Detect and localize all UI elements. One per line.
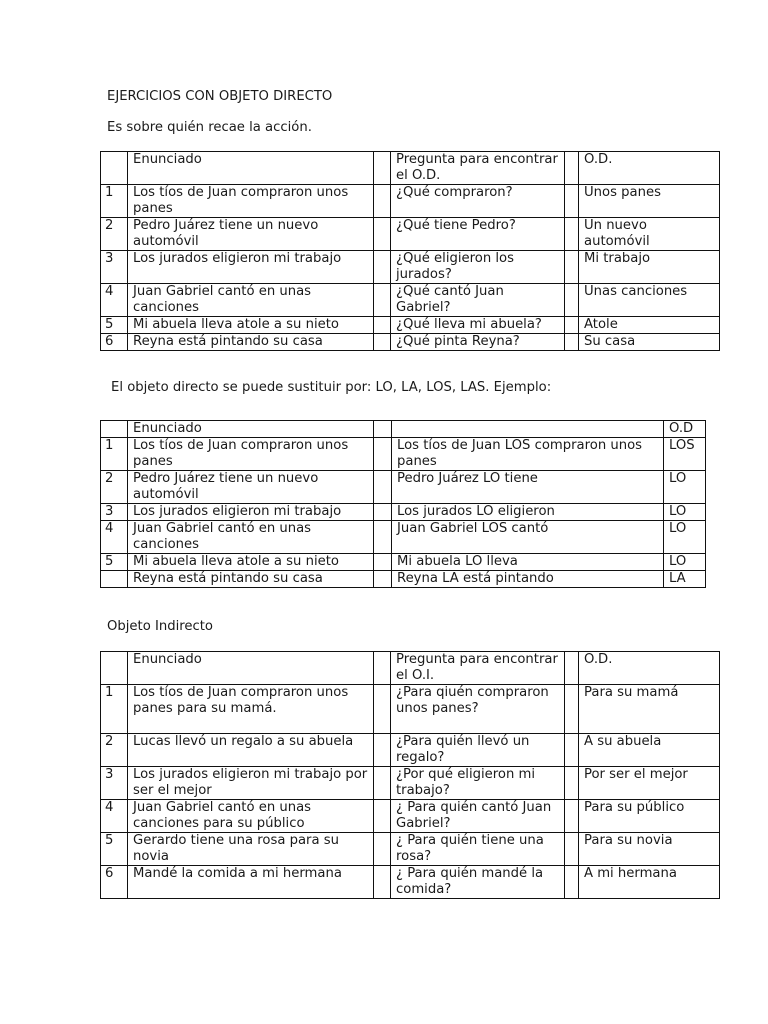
row-number: 2 [101, 471, 128, 504]
substitution-text: El objeto directo se puede sustituir por: LO, LA, LOS, LAS. Ejemplo: [111, 380, 552, 395]
header-enunciado: Enunciado [128, 152, 374, 185]
enunciado-cell: Lucas llevó un regalo a su abuela [128, 734, 374, 767]
sustitucion-cell: Los jurados LO eligieron [392, 504, 664, 521]
table-row [101, 251, 720, 284]
table-row [101, 685, 720, 734]
oi-cell: Para su mamá [579, 685, 720, 734]
row-number: 3 [101, 504, 128, 521]
spacer-cell [565, 251, 579, 284]
spacer-cell [374, 185, 391, 218]
enunciado-cell: Pedro Juárez tiene un nuevo automóvil [128, 218, 374, 251]
enunciado-cell: Los jurados eligieron mi trabajo [128, 504, 374, 521]
enunciado-cell: Los tíos de Juan compraron unos panes para su mamá. [128, 685, 374, 734]
row-number: 5 [101, 317, 128, 334]
od-cell: LO [664, 554, 706, 571]
enunciado-cell: Los tíos de Juan compraron unos panes [128, 185, 374, 218]
row-number: 1 [101, 185, 128, 218]
row-number: 3 [101, 251, 128, 284]
od-cell: Un nuevo automóvil [579, 218, 720, 251]
table-row [101, 800, 720, 833]
table-row [101, 334, 720, 351]
spacer-cell [565, 767, 579, 800]
row-number: 4 [101, 800, 128, 833]
spacer-cell [374, 317, 391, 334]
oi-cell: Para su novia [579, 833, 720, 866]
table-row [101, 438, 706, 471]
document-title: EJERCICIOS CON OBJETO DIRECTO [107, 89, 333, 104]
indirect-object-table [100, 651, 720, 899]
header-od: O.D [664, 421, 706, 438]
spacer-cell [374, 571, 392, 588]
spacer-cell [374, 471, 392, 504]
table-row [101, 218, 720, 251]
od-cell: Unos panes [579, 185, 720, 218]
row-number: 2 [101, 734, 128, 767]
pregunta-cell: ¿ Para quién mandé la comida? [391, 866, 565, 899]
table-header-row [101, 152, 720, 185]
header-oi: O.D. [579, 652, 720, 685]
enunciado-cell: Mi abuela lleva atole a su nieto [128, 554, 374, 571]
spacer-cell [374, 833, 391, 866]
pregunta-cell: ¿Qué tiene Pedro? [391, 218, 565, 251]
row-number [101, 571, 128, 588]
row-number: 6 [101, 334, 128, 351]
spacer-cell [374, 334, 391, 351]
enunciado-cell: Juan Gabriel cantó en unas canciones [128, 521, 374, 554]
row-number: 5 [101, 554, 128, 571]
pregunta-cell: ¿Qué pinta Reyna? [391, 334, 565, 351]
header-enunciado: Enunciado [128, 421, 374, 438]
header-pregunta: Pregunta para encontrar el O.D. [391, 152, 565, 185]
header-sustitucion [392, 421, 664, 438]
indirect-object-title: Objeto Indirecto [107, 619, 213, 634]
table-header-row [101, 652, 720, 685]
number-cell [101, 652, 128, 685]
pregunta-cell: ¿ Para quién cantó Juan Gabriel? [391, 800, 565, 833]
enunciado-cell: Juan Gabriel cantó en unas canciones [128, 284, 374, 317]
header-enunciado: Enunciado [128, 652, 374, 685]
od-cell: Su casa [579, 334, 720, 351]
pregunta-cell: ¿Qué eligieron los jurados? [391, 251, 565, 284]
spacer-cell [565, 284, 579, 317]
spacer-cell [374, 800, 391, 833]
row-number: 1 [101, 685, 128, 734]
od-cell: Mi trabajo [579, 251, 720, 284]
pregunta-cell: ¿Qué compraron? [391, 185, 565, 218]
number-cell [101, 152, 128, 185]
enunciado-cell: Los tíos de Juan compraron unos panes [128, 438, 374, 471]
table-row [101, 521, 706, 554]
header-od: O.D. [579, 152, 720, 185]
pregunta-cell: ¿Qué cantó Juan Gabriel? [391, 284, 565, 317]
pregunta-cell: ¿Qué lleva mi abuela? [391, 317, 565, 334]
table-row [101, 571, 706, 588]
enunciado-cell: Reyna está pintando su casa [128, 571, 374, 588]
spacer-cell [565, 152, 579, 185]
enunciado-cell: Mandé la comida a mi hermana [128, 866, 374, 899]
spacer-cell [374, 521, 392, 554]
od-cell: Unas canciones [579, 284, 720, 317]
spacer-cell [565, 685, 579, 734]
number-cell [101, 421, 128, 438]
definition-text: Es sobre quién recae la acción. [107, 120, 312, 135]
spacer-cell [374, 421, 392, 438]
spacer-cell [565, 734, 579, 767]
spacer-cell [374, 251, 391, 284]
table-row [101, 471, 706, 504]
row-number: 3 [101, 767, 128, 800]
row-number: 2 [101, 218, 128, 251]
header-pregunta: Pregunta para encontrar el O.I. [391, 652, 565, 685]
enunciado-cell: Mi abuela lleva atole a su nieto [128, 317, 374, 334]
row-number: 5 [101, 833, 128, 866]
spacer-cell [565, 866, 579, 899]
enunciado-cell: Los jurados eligieron mi trabajo [128, 251, 374, 284]
spacer-cell [374, 767, 391, 800]
table-row [101, 504, 706, 521]
spacer-cell [374, 284, 391, 317]
sustitucion-cell: Reyna LA está pintando [392, 571, 664, 588]
table-row [101, 734, 720, 767]
spacer-cell [374, 152, 391, 185]
od-cell: LOS [664, 438, 706, 471]
table-row [101, 767, 720, 800]
table-row [101, 185, 720, 218]
spacer-cell [374, 218, 391, 251]
oi-cell: A su abuela [579, 734, 720, 767]
sustitucion-cell: Mi abuela LO lleva [392, 554, 664, 571]
spacer-cell [374, 438, 392, 471]
spacer-cell [374, 685, 391, 734]
pregunta-cell: ¿Por qué eligieron mi trabajo? [391, 767, 565, 800]
table-row [101, 866, 720, 899]
od-cell: LA [664, 571, 706, 588]
pregunta-cell: ¿Para quién llevó un regalo? [391, 734, 565, 767]
od-cell: LO [664, 471, 706, 504]
pregunta-cell: ¿ Para quién tiene una rosa? [391, 833, 565, 866]
enunciado-cell: Juan Gabriel cantó en unas canciones para su público [128, 800, 374, 833]
sustitucion-cell: Los tíos de Juan LOS compraron unos panes [392, 438, 664, 471]
pregunta-cell: ¿Para qiuén compraron unos panes? [391, 685, 565, 734]
table-row [101, 833, 720, 866]
spacer-cell [565, 833, 579, 866]
direct-object-table [100, 151, 720, 351]
enunciado-cell: Reyna está pintando su casa [128, 334, 374, 351]
od-cell: LO [664, 521, 706, 554]
spacer-cell [374, 504, 392, 521]
row-number: 1 [101, 438, 128, 471]
table-row [101, 317, 720, 334]
spacer-cell [565, 652, 579, 685]
row-number: 6 [101, 866, 128, 899]
row-number: 4 [101, 284, 128, 317]
spacer-cell [374, 866, 391, 899]
spacer-cell [374, 734, 391, 767]
row-number: 4 [101, 521, 128, 554]
spacer-cell [565, 800, 579, 833]
spacer-cell [374, 554, 392, 571]
enunciado-cell: Gerardo tiene una rosa para su novia [128, 833, 374, 866]
enunciado-cell: Pedro Juárez tiene un nuevo automóvil [128, 471, 374, 504]
oi-cell: A mi hermana [579, 866, 720, 899]
sustitucion-cell: Pedro Juárez LO tiene [392, 471, 664, 504]
od-cell: LO [664, 504, 706, 521]
spacer-cell [565, 185, 579, 218]
spacer-cell [565, 334, 579, 351]
spacer-cell [565, 218, 579, 251]
substitution-table [100, 420, 706, 588]
table-row [101, 284, 720, 317]
enunciado-cell: Los jurados eligieron mi trabajo por ser el mejor [128, 767, 374, 800]
oi-cell: Para su público [579, 800, 720, 833]
sustitucion-cell: Juan Gabriel LOS cantó [392, 521, 664, 554]
spacer-cell [565, 317, 579, 334]
spacer-cell [374, 652, 391, 685]
table-row [101, 554, 706, 571]
oi-cell: Por ser el mejor [579, 767, 720, 800]
table-header-row [101, 421, 706, 438]
od-cell: Atole [579, 317, 720, 334]
